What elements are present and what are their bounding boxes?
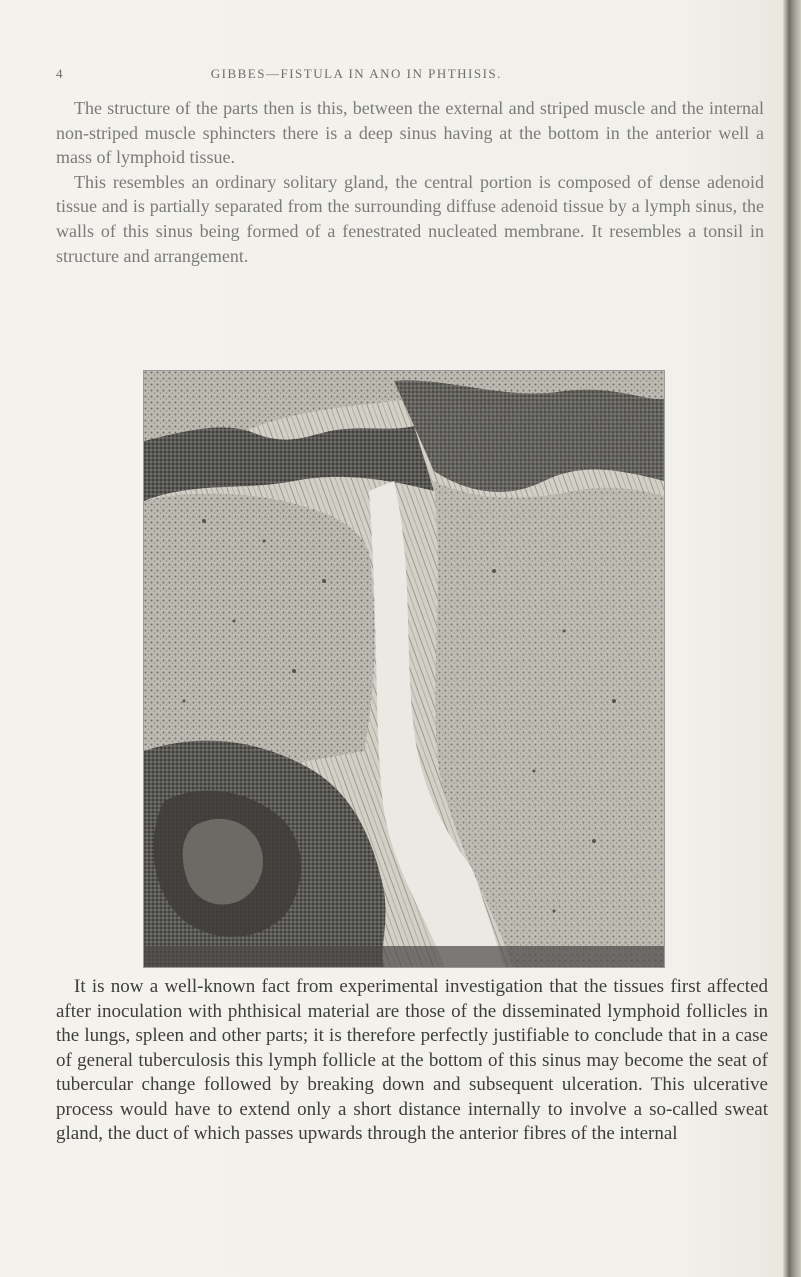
running-header: [56, 66, 761, 82]
paragraph-gland: This resembles an ordinary solitary gland, the central portion is composed of dense adenoid tissue and is partially separated from the surrounding diffuse adenoid tissue by a lymph sinus, the walls of this sinus being formed of a fenestrated nucleated membrane. It resembles a tonsil in structure and arrangement.: [56, 171, 764, 266]
page-binding-edge: [783, 0, 801, 1277]
paragraph-structure: The structure of the parts then is this, between the external and striped muscle and the internal non-striped muscle sphincters there is a deep sinus having at the bottom in the anterior well a mass of lymphoid tissue.: [56, 98, 764, 168]
running-title: GIBBES—FISTULA IN ANO IN PHTHISIS.: [210, 66, 502, 81]
paragraph-tuberculosis: It is now a well-known fact from experimental investigation that the tissues first affected after inoculation with phthisical material are those of the disseminated lymphoid follicles in the lungs, spleen and other parts; it is therefore perfectly justifiable to conclude that in a case of general tuberculosis this lymph follicle at the bottom of this sinus may become the seat of tubercular change followed by breaking down and subsequent ulceration. This ulcerative process would have to extend only a short distance internally to involve a so-called sweat gland, the duct of which passes upwards through the anterior fibres of the internal: [56, 976, 768, 1144]
bottom-text-block: [56, 975, 768, 1147]
top-text-block: [56, 96, 764, 268]
page-number: 4: [56, 66, 64, 81]
histology-illustration: [144, 371, 664, 967]
histology-figure: [143, 370, 665, 968]
